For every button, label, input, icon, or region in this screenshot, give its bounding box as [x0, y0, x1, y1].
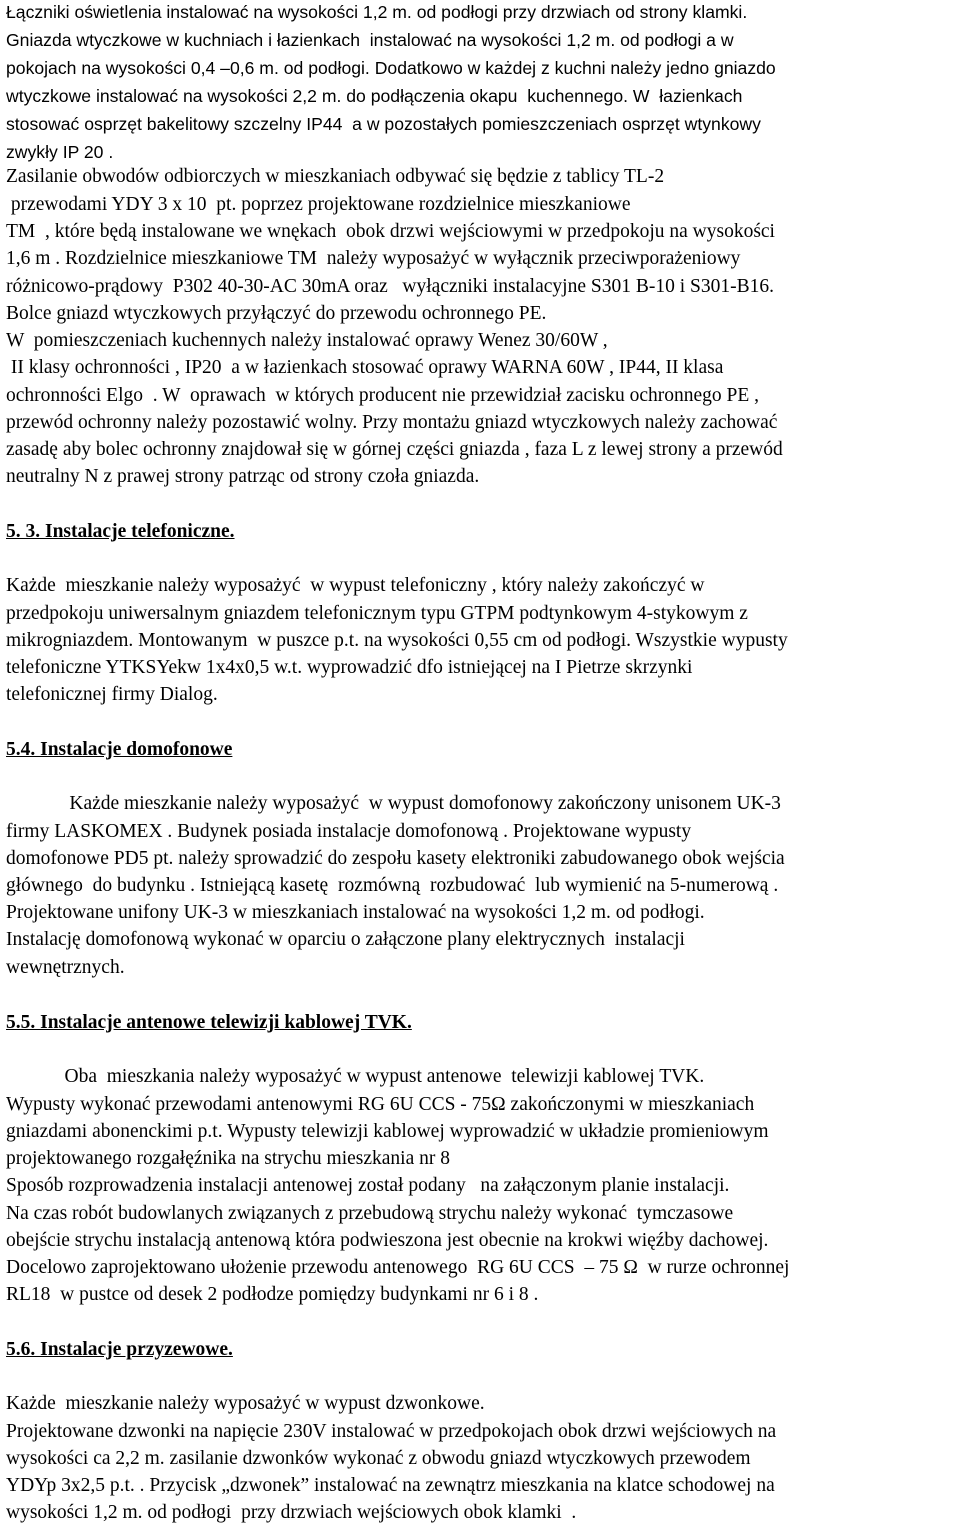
text-line: Oba mieszkania należy wyposażyć w wypust antenowe telewizji kablowej TVK.: [6, 1066, 705, 1087]
text-line: gniazdami abonenckimi p.t. Wypusty telewizji kablowej wyprowadzić w układzie promieniowym: [6, 1121, 769, 1142]
text-line: YDYp 3x2,5 p.t. . Przycisk „dzwonek” instalować na zewnątrz mieszkania na klatce schodowej na: [6, 1475, 775, 1496]
section-heading-przyzewowe: 5.6. Instalacje przyzewowe.: [6, 1339, 233, 1360]
text-line: wysokości 1,2 m. od podłogi przy drzwiach wejściowych obok klamki .: [6, 1502, 577, 1523]
text-line: zasadę aby bolec ochronny znajdował się w górnej części gniazda , faza L z lewej strony a przewód: [6, 439, 783, 460]
text-line: przewód ochronny należy pozostawić wolny. Przy montażu gniazd wtyczkowych należy zachować: [6, 412, 778, 433]
text-line: Docelowo zaprojektowano ułożenie przewodu antenowego RG 6U CCS – 75 Ω w rurze ochronnej: [6, 1257, 790, 1278]
text-line: przedpokoju uniwersalnym gniazdem telefonicznym typu GTPM podtynkowym 4-stykowym z: [6, 603, 748, 624]
text-line: zwykły IP 20 .: [6, 142, 114, 162]
text-line: RL18 w pustce od desek 2 podłodze pomiędzy budynkami nr 6 i 8 .: [6, 1284, 539, 1305]
text-line: Na czas robót budowlanych związanych z przebudową strychu należy wykonać tymczasowe: [6, 1203, 734, 1224]
text-line: telefonicznej firmy Dialog.: [6, 684, 218, 705]
text-line: W pomieszczeniach kuchennych należy instalować oprawy Wenez 30/60W ,: [6, 330, 608, 351]
text-line: Zasilanie obwodów odbiorczych w mieszkaniach odbywać się będzie z tablicy TL-2: [6, 166, 665, 187]
section-heading-telefoniczne: 5. 3. Instalacje telefoniczne.: [6, 521, 235, 542]
text-line: mikrogniazdem. Montowanym w puszce p.t. na wysokości 0,55 cm od podłogi. Wszystkie wypusty: [6, 630, 788, 651]
text-line: obejście strychu instalacją antenową która podwieszona jest obecnie na krokwi więźby dachowej.: [6, 1230, 769, 1251]
text-line: wtyczkowe instalować na wysokości 2,2 m. do podłączenia okapu kuchennego. W łazienkach: [6, 86, 743, 106]
text-line: Sposób rozprowadzenia instalacji antenowej został podany na załączonym planie instalacji.: [6, 1175, 730, 1196]
text-line: Bolce gniazd wtyczkowych przyłączyć do przewodu ochronnego PE.: [6, 303, 547, 324]
text-line: pokojach na wysokości 0,4 –0,6 m. od podłogi. Dodatkowo w każdej z kuchni należy jedno gniazdo: [6, 58, 776, 78]
text-line: różnicowo-prądowy P302 40-30-AC 30mA oraz wyłączniki instalacyjne S301 B-10 i S301-B16.: [6, 276, 774, 297]
section-heading-antenowe: 5.5. Instalacje antenowe telewizji kablowej TVK.: [6, 1012, 412, 1033]
text-line: ochronności Elgo . W oprawach w których producent nie przewidział zacisku ochronnego PE ,: [6, 385, 760, 406]
text-line: Projektowane unifony UK-3 w mieszkaniach instalować na wysokości 1,2 m. od podłogi.: [6, 902, 705, 923]
text-line: II klasy ochronności , IP20 a w łazienkach stosować oprawy WARNA 60W , IP44, II klasa: [6, 357, 724, 378]
text-line: wewnętrznych.: [6, 957, 125, 978]
text-line: Instalację domofonową wykonać w oparciu o załączone plany elektrycznych instalacji: [6, 929, 685, 950]
text-line: telefoniczne YTKSYekw 1x4x0,5 w.t. wyprowadzić dfo istniejącej na I Pietrze skrzynki: [6, 657, 693, 678]
text-line: Każde mieszkanie należy wyposażyć w wypust dzwonkowe.: [6, 1393, 485, 1414]
text-line: stosować osprzęt bakelitowy szczelny IP44 a w pozostałych pomieszczeniach osprzęt wtynkowy: [6, 114, 761, 134]
text-line: Łączniki oświetlenia instalować na wysokości 1,2 m. od podłogi przy drzwiach od strony klamki.: [6, 2, 748, 22]
text-line: TM , które będą instalowane we wnękach obok drzwi wejściowymi w przedpokoju na wysokości: [6, 221, 775, 242]
text-line: przewodami YDY 3 x 10 pt. poprzez projektowane rozdzielnice mieszkaniowe: [6, 194, 631, 215]
section-heading-domofonowe: 5.4. Instalacje domofonowe: [6, 739, 233, 760]
text-line: Każde mieszkanie należy wyposażyć w wypust domofonowy zakończony unisonem UK-3: [6, 793, 781, 814]
text-line: Każde mieszkanie należy wyposażyć w wypust telefoniczny , który należy zakończyć w: [6, 575, 705, 596]
text-line: Projektowane dzwonki na napięcie 230V instalować w przedpokojach obok drzwi wejściowych na: [6, 1421, 777, 1442]
text-line: głównego do budynku . Istniejącą kasetę rozmówną rozbudować lub wymienić na 5-numerową .: [6, 875, 779, 896]
text-line: Gniazda wtyczkowe w kuchniach i łazienkach instalować na wysokości 1,2 m. od podłogi a w: [6, 30, 734, 50]
text-line: Wypusty wykonać przewodami antenowymi RG 6U CCS - 75Ω zakończonymi w mieszkaniach: [6, 1094, 755, 1115]
text-line: wysokości ca 2,2 m. zasilanie dzwonków wykonać z obwodu gniazd wtyczkowych przewodem: [6, 1448, 751, 1469]
text-line: neutralny N z prawej strony patrząc od strony czoła gniazda.: [6, 466, 480, 487]
text-line: 1,6 m . Rozdzielnice mieszkaniowe TM należy wyposażyć w wyłącznik przeciwporażeniowy: [6, 248, 741, 269]
text-line: firmy LASKOMEX . Budynek posiada instalacje domofonową . Projektowane wypusty: [6, 821, 692, 842]
text-line: projektowanego rozgałęźnika na strychu mieszkania nr 8: [6, 1148, 450, 1169]
text-line: domofonowe PD5 pt. należy sprowadzić do zespołu kasety elektroniki zabudowanego obok wejścia: [6, 848, 785, 869]
